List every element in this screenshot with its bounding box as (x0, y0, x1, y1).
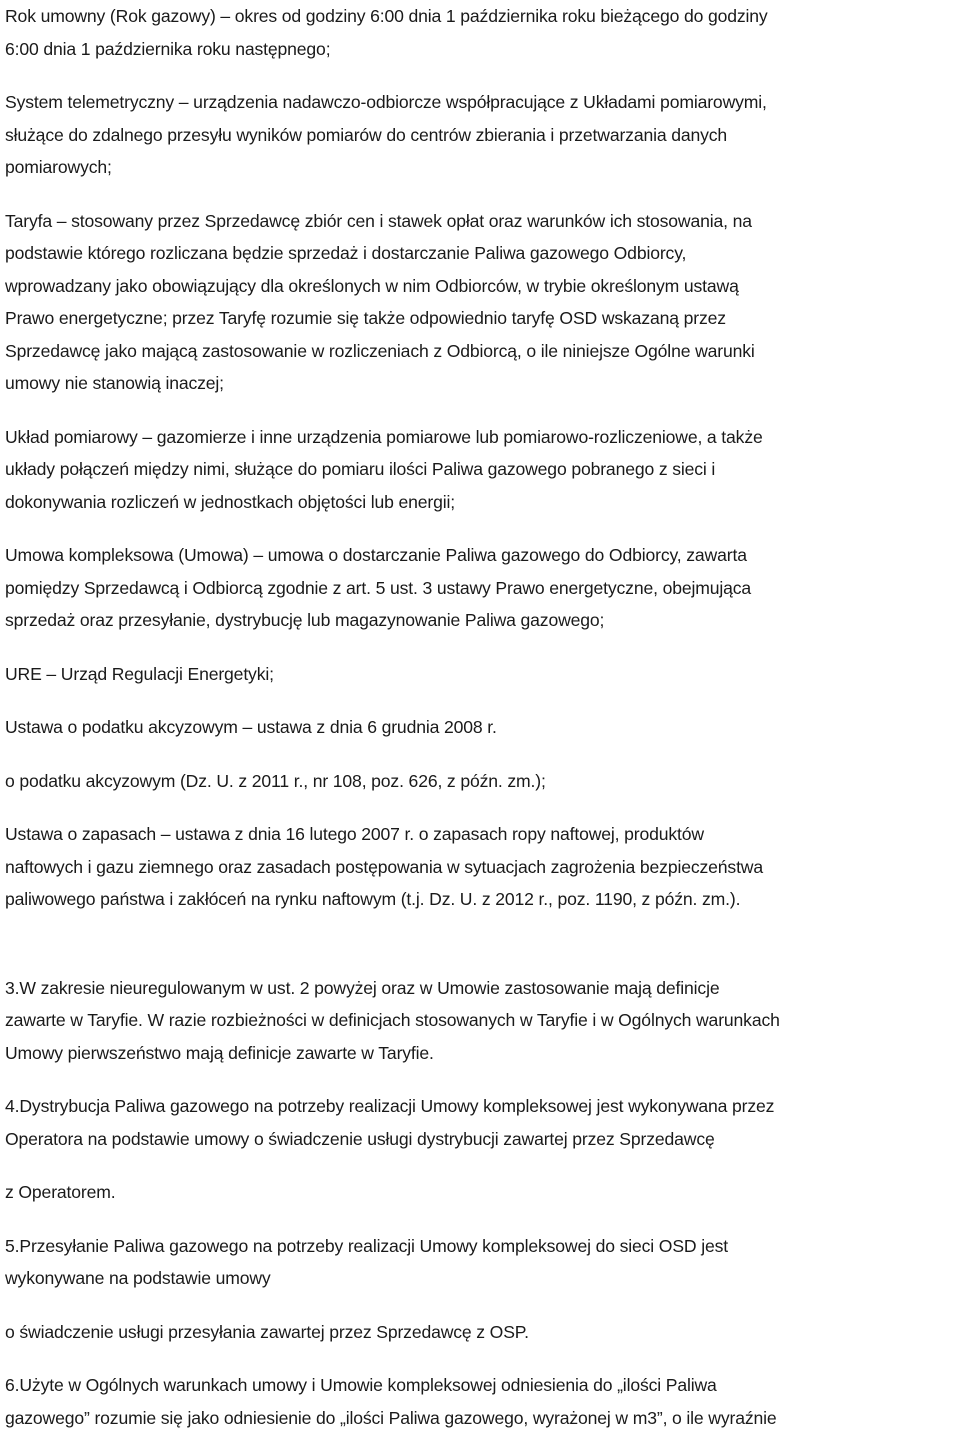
text-line: służące do zdalnego przesyłu wyników pomiarów do centrów zbierania i przetwarzania danych (5, 124, 728, 145)
text-line: pomiędzy Sprzedawcą i Odbiorcą zgodnie z art. 5 ust. 3 ustawy Prawo energetyczne, obejmująca (5, 577, 752, 598)
text-line: dokonywania rozliczeń w jednostkach objętości lub energii; (5, 491, 455, 512)
text-line: gazowego” rozumie się jako odniesienie do „ilości Paliwa gazowego, wyrażonej w m3”, o ile wyraźnie (5, 1407, 777, 1428)
text-line: Rok umowny (Rok gazowy) – okres od godziny 6:00 dnia 1 października roku bieżącego do godziny (5, 6, 768, 26)
definition-uklad-pomiarowy (5, 421, 960, 519)
text-line: podstawie którego rozliczana będzie sprzedaż i dostarczanie Paliwa gazowego Odbiorcy, (5, 243, 687, 263)
text-line: Prawo energetyczne; przez Taryfę rozumie się także odpowiednio taryfę OSD wskazaną przez (5, 308, 726, 328)
definition-system-telemetryczny (5, 86, 960, 184)
text-line: pomiarowych; (5, 157, 112, 177)
text-line: Układ pomiarowy – gazomierze i inne urządzenia pomiarowe lub pomiarowo-rozliczeniowe, a także (5, 426, 763, 447)
section-6 (5, 1369, 960, 1434)
text-line: układy połączeń między nimi, służące do pomiaru ilości Paliwa gazowego pobranego z sieci i (5, 459, 716, 479)
definition-ustawa-akcyza-ref (5, 765, 960, 798)
text-line: zawarte w Taryfie. W razie rozbieżności w definicjach stosowanych w Taryfie i w Ogólnych warunkach (5, 1010, 780, 1030)
text-line: naftowych i gazu ziemnego oraz zasadach postępowania w sytuacjach zagrożenia bezpieczeństwa (5, 856, 763, 877)
text-line: URE – Urząd Regulacji Energetyki; (5, 663, 274, 684)
text-line: o podatku akcyzowym (Dz. U. z 2011 r., nr 108, poz. 626, z późn. zm.); (5, 770, 546, 791)
text-line: 6.Użyte w Ogólnych warunkach umowy i Umowie kompleksowej odniesienia do „ilości Paliwa (5, 1375, 717, 1395)
text-line: Sprzedawcę jako mającą zastosowanie w rozliczeniach z Odbiorcą, o ile niniejsze Ogólne warunki (5, 340, 755, 361)
section-4 (5, 1090, 960, 1155)
section-5 (5, 1230, 960, 1295)
definition-ustawa-zapasy (5, 818, 960, 916)
text-line: 5.Przesyłanie Paliwa gazowego na potrzeby realizacji Umowy kompleksowej do sieci OSD jest (5, 1235, 728, 1256)
text-line: wykonywane na podstawie umowy (5, 1268, 271, 1288)
text-line: Operatora na podstawie umowy o świadczenie usługi dystrybucji zawartej przez Sprzedawcę (5, 1128, 715, 1149)
text-line: wprowadzany jako obowiązujący dla określonych w nim Odbiorców, w trybie określonym ustawą (5, 275, 739, 296)
document-page (5, 0, 960, 1434)
definition-rok-umowny (5, 0, 960, 65)
text-line: 4.Dystrybucja Paliwa gazowego na potrzeby realizacji Umowy kompleksowej jest wykonywana przez (5, 1096, 775, 1116)
definition-ustawa-akcyza (5, 711, 960, 744)
text-line: System telemetryczny – urządzenia nadawczo-odbiorcze współpracujące z Układami pomiarowymi, (5, 92, 767, 112)
definition-taryfa (5, 205, 960, 400)
text-line: 3.W zakresie nieuregulowanym w ust. 2 powyżej oraz w Umowie zastosowanie mają definicje (5, 977, 720, 998)
text-line: Ustawa o podatku akcyzowym – ustawa z dnia 6 grudnia 2008 r. (5, 717, 497, 737)
text-line: o świadczenie usługi przesyłania zawartej przez Sprzedawcę z OSP. (5, 1321, 529, 1342)
text-line: paliwowego państwa i zakłóceń na rynku naftowym (t.j. Dz. U. z 2012 r., poz. 1190, z późn. zm.). (5, 889, 741, 909)
text-line: z Operatorem. (5, 1182, 116, 1202)
definition-umowa-kompleksowa (5, 539, 960, 637)
text-line: 6:00 dnia 1 października roku następnego; (5, 38, 331, 59)
text-line: Ustawa o zapasach – ustawa z dnia 16 lutego 2007 r. o zapasach ropy naftowej, produktów (5, 824, 704, 844)
section-3 (5, 972, 960, 1070)
text-line: sprzedaż oraz przesyłanie, dystrybucję lub magazynowanie Paliwa gazowego; (5, 610, 605, 630)
text-line: Taryfa – stosowany przez Sprzedawcę zbiór cen i stawek opłat oraz warunków ich stosowania, na (5, 210, 752, 231)
text-line: umowy nie stanowią inaczej; (5, 373, 224, 393)
definition-ure (5, 658, 960, 691)
section-4-continuation (5, 1176, 960, 1209)
text-line: Umowy pierwszeństwo mają definicje zawarte w Taryfie. (5, 1042, 434, 1063)
section-5-continuation (5, 1316, 960, 1349)
text-line: Umowa kompleksowa (Umowa) – umowa o dostarczanie Paliwa gazowego do Odbiorcy, zawarta (5, 545, 747, 565)
